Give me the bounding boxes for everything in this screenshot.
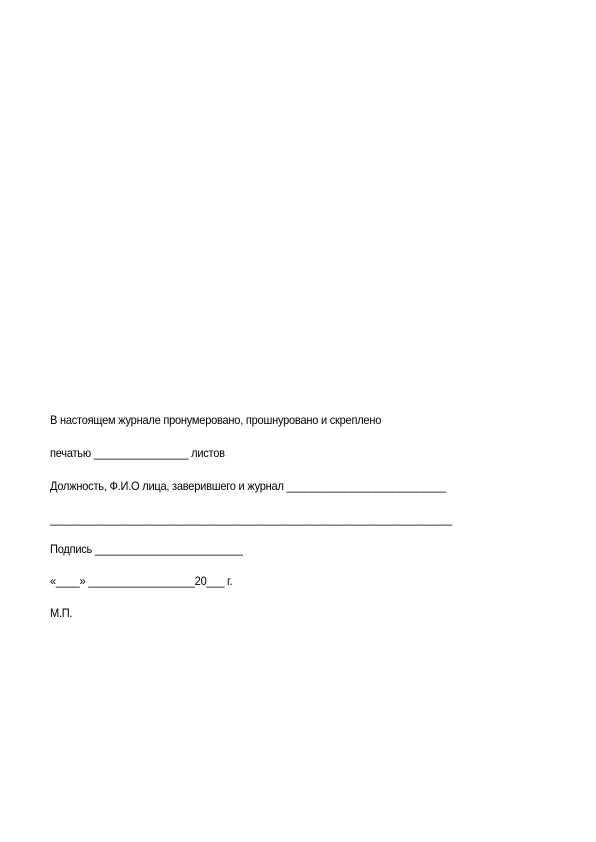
date-line: «____» __________________20___ г. [50,574,233,588]
signature-line: Подпись _________________________ [50,542,243,556]
certifier-position-name-line: Должность, Ф.И.О лица, заверившего и журнал ___________________________ [50,479,447,493]
blank-continuation-line: ____________________________________________________________________ [50,512,452,526]
seal-place-label: М.П. [50,606,73,620]
sheet-count-line: печатью ________________ листов [50,446,225,460]
certification-statement: В настоящем журнале пронумеровано, прошнуровано и скреплено [50,413,382,427]
